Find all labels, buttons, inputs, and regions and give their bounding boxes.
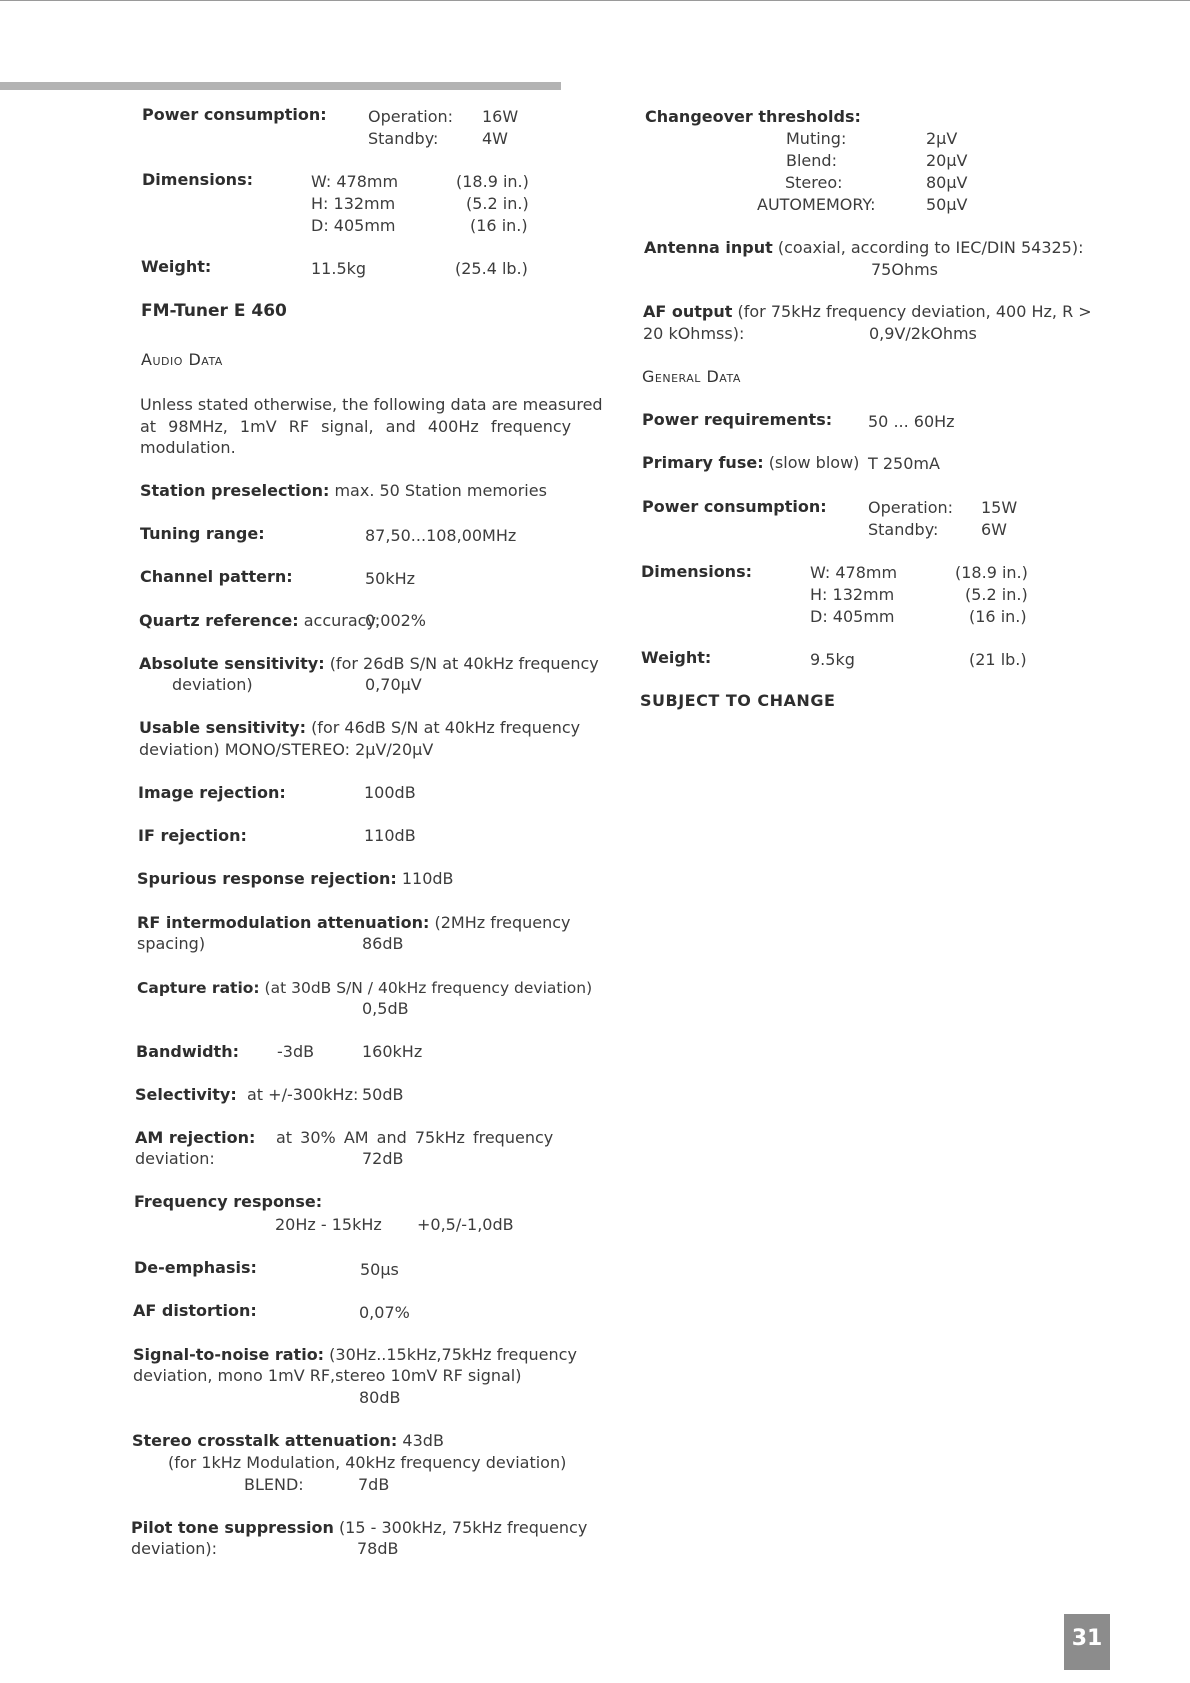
image-rejection-value: 100dB <box>364 783 416 802</box>
intro-line-3: modulation. <box>140 438 236 457</box>
blend-label: Blend: <box>786 151 837 170</box>
capture-rest: (at 30dB S/N / 40kHz frequency deviation) <box>264 979 593 997</box>
stereo-crosstalk <box>132 1430 444 1452</box>
usable-sensitivity <box>139 717 580 739</box>
quartz-mid: accuracy: <box>303 611 381 630</box>
tuning-range-label: Tuning range: <box>140 524 265 543</box>
crosstalk-value: 43dB <box>402 1431 444 1450</box>
antenna-rest: (coaxial, according to IEC/DIN 54325): <box>777 238 1084 257</box>
right-standby-label: Standby: <box>868 520 939 539</box>
right-dim-depth: D: 405mm <box>810 607 895 626</box>
stereo-label: Stereo: <box>785 173 843 192</box>
dim-depth-in: (16 in.) <box>470 216 528 235</box>
snr-line2: deviation, mono 1mV RF,stereo 10mV RF signal) <box>133 1366 522 1385</box>
usable-sens-value: 2µV/20µV <box>355 740 434 759</box>
page-number: 31 <box>1064 1614 1110 1670</box>
signal-to-noise <box>133 1344 577 1366</box>
right-weight-value-lb: (21 lb.) <box>969 650 1027 669</box>
automemory-value: 50µV <box>926 195 968 214</box>
standby-value: 4W <box>482 129 508 148</box>
pilot-rest: (15 - 300kHz, 75kHz frequency <box>338 1518 588 1537</box>
capture-label: Capture ratio: <box>137 979 260 997</box>
if-rejection-value: 110dB <box>364 826 416 845</box>
pilot-value: 78dB <box>357 1539 399 1558</box>
right-dim-depth-in: (16 in.) <box>969 607 1027 626</box>
af-output-label: AF output <box>643 302 733 321</box>
af-output <box>643 301 1092 323</box>
fuse-mid: (slow blow) <box>768 453 860 472</box>
snr-rest: (30Hz..15kHz,75kHz frequency <box>329 1345 577 1364</box>
primary-fuse <box>642 452 859 474</box>
snr-label: Signal-to-noise ratio: <box>133 1345 325 1364</box>
muting-label: Muting: <box>786 129 847 148</box>
spurious-label: Spurious response rejection: <box>137 869 397 888</box>
intro-line-2: at 98MHz, 1mV RF signal, and 400Hz frequency <box>140 417 572 436</box>
freq-response-label: Frequency response: <box>134 1192 323 1211</box>
rf-intermodulation <box>137 912 571 934</box>
intro-line-1: Unless stated otherwise, the following data are measured <box>140 395 603 414</box>
quartz-value: 0,002% <box>365 611 427 630</box>
antenna-value: 75Ohms <box>871 260 939 279</box>
right-dimensions-label: Dimensions: <box>641 562 752 581</box>
rf-inter-rest: (2MHz frequency <box>434 913 571 932</box>
operation-label: Operation: <box>368 107 454 126</box>
spurious-value: 110dB <box>401 869 454 888</box>
quartz-label: Quartz reference: <box>139 611 299 630</box>
am-rejection-line2: deviation: <box>135 1149 215 1168</box>
abs-sens-line2: deviation) <box>172 675 253 694</box>
fuse-value: T 250mA <box>868 454 940 473</box>
rf-inter-line2: spacing) <box>137 934 206 953</box>
capture-ratio <box>137 977 592 999</box>
tuning-range-value: 87,50...108,00MHz <box>365 526 517 545</box>
subject-to-change: SUBJECT TO CHANGE <box>640 691 836 710</box>
usable-sens-line2 <box>139 739 433 761</box>
usable-sens-label: Usable sensitivity: <box>139 718 306 737</box>
right-weight-label: Weight: <box>641 648 712 667</box>
dim-width-in: (18.9 in.) <box>456 172 529 191</box>
right-dim-width: W: 478mm <box>810 563 898 582</box>
right-dim-height-in: (5.2 in.) <box>965 585 1028 604</box>
bandwidth-mid: -3dB <box>277 1042 315 1061</box>
selectivity-label: Selectivity: <box>135 1085 237 1104</box>
station-value: max. 50 Station memories <box>334 481 547 500</box>
right-power-consumption-label: Power consumption: <box>642 497 827 516</box>
right-standby-value: 6W <box>981 520 1007 539</box>
right-dim-height: H: 132mm <box>810 585 895 604</box>
if-rejection-label: IF rejection: <box>138 826 247 845</box>
af-output-rest: (for 75kHz frequency deviation, 400 Hz, R > <box>737 302 1092 321</box>
changeover-label: Changeover thresholds: <box>645 107 861 126</box>
af-distortion-label: AF distortion: <box>133 1301 257 1320</box>
af-distortion-value: 0,07% <box>359 1303 410 1322</box>
bandwidth-label: Bandwidth: <box>136 1042 239 1061</box>
stereo-value: 80µV <box>926 173 968 192</box>
right-operation-value: 15W <box>981 498 1018 517</box>
top-rule <box>0 0 1190 1</box>
image-rejection-label: Image rejection: <box>138 783 286 802</box>
weight-label: Weight: <box>141 257 212 276</box>
snr-value: 80dB <box>359 1388 401 1407</box>
standby-label: Standby: <box>368 129 439 148</box>
de-emphasis-value: 50µs <box>360 1260 399 1279</box>
power-consumption-label: Power consumption: <box>142 105 327 124</box>
abs-sens-value: 0,70µV <box>365 675 422 694</box>
freq-response-value: +0,5/-1,0dB <box>417 1215 514 1234</box>
crosstalk-blend-label: BLEND: <box>244 1475 304 1494</box>
crosstalk-label: Stereo crosstalk attenuation: <box>132 1431 398 1450</box>
de-emphasis-label: De-emphasis: <box>134 1258 257 1277</box>
audio-data-heading: Audio Data <box>141 350 223 369</box>
abs-sens-label: Absolute sensitivity: <box>139 654 325 673</box>
abs-sens-rest: (for 26dB S/N at 40kHz frequency <box>329 654 599 673</box>
usable-sens-rest: (for 46dB S/N at 40kHz frequency <box>311 718 581 737</box>
right-operation-label: Operation: <box>868 498 954 517</box>
dim-depth: D: 405mm <box>311 216 396 235</box>
quartz-reference <box>139 610 380 632</box>
pilot-tone-suppression <box>131 1517 587 1539</box>
antenna-label: Antenna input <box>644 238 773 257</box>
blend-value: 20µV <box>926 151 968 170</box>
pilot-line2: deviation): <box>131 1539 217 1558</box>
operation-value: 16W <box>482 107 519 126</box>
weight-value-lb: (25.4 lb.) <box>455 259 528 278</box>
general-data-heading: General Data <box>642 367 741 386</box>
dim-height: H: 132mm <box>311 194 396 213</box>
am-rejection-value: 72dB <box>362 1149 404 1168</box>
spurious-response <box>137 868 454 890</box>
pilot-label: Pilot tone suppression <box>131 1518 334 1537</box>
crosstalk-blend-value: 7dB <box>358 1475 390 1494</box>
section-heading: FM-Tuner E 460 <box>141 301 287 321</box>
power-requirements-value: 50 ... 60Hz <box>868 412 955 431</box>
power-requirements-label: Power requirements: <box>642 410 833 429</box>
weight-value: 11.5kg <box>311 259 367 278</box>
am-rejection-label: AM rejection: <box>135 1128 256 1147</box>
antenna-input <box>644 237 1084 259</box>
af-output-value: 0,9V/2kOhms <box>869 324 977 343</box>
right-dim-width-in: (18.9 in.) <box>955 563 1028 582</box>
channel-pattern-value: 50kHz <box>365 569 416 588</box>
automemory-label: AUTOMEMORY: <box>757 195 876 214</box>
dimensions-label: Dimensions: <box>142 170 253 189</box>
fuse-label: Primary fuse: <box>642 453 764 472</box>
channel-pattern-label: Channel pattern: <box>140 567 293 586</box>
usable-sens-line2-text: deviation) MONO/STEREO: <box>139 740 351 759</box>
muting-value: 2µV <box>926 129 958 148</box>
capture-value: 0,5dB <box>362 999 409 1018</box>
absolute-sensitivity <box>139 653 599 675</box>
bandwidth-value: 160kHz <box>362 1042 423 1061</box>
am-rejection-rest: at 30% AM and 75kHz frequency <box>276 1128 554 1147</box>
header-bar <box>0 82 561 90</box>
rf-inter-value: 86dB <box>362 934 404 953</box>
freq-response-range: 20Hz - 15kHz <box>275 1215 382 1234</box>
crosstalk-line2: (for 1kHz Modulation, 40kHz frequency deviation) <box>168 1453 567 1472</box>
selectivity-rest: at +/-300kHz: <box>247 1085 359 1104</box>
af-output-line2: 20 kOhmss): <box>643 324 745 343</box>
dim-width: W: 478mm <box>311 172 399 191</box>
right-weight-value: 9.5kg <box>810 650 855 669</box>
dim-height-in: (5.2 in.) <box>466 194 529 213</box>
station-label: Station preselection: <box>140 481 330 500</box>
selectivity-value: 50dB <box>362 1085 404 1104</box>
rf-inter-label: RF intermodulation attenuation: <box>137 913 430 932</box>
station-preselection <box>140 480 547 502</box>
